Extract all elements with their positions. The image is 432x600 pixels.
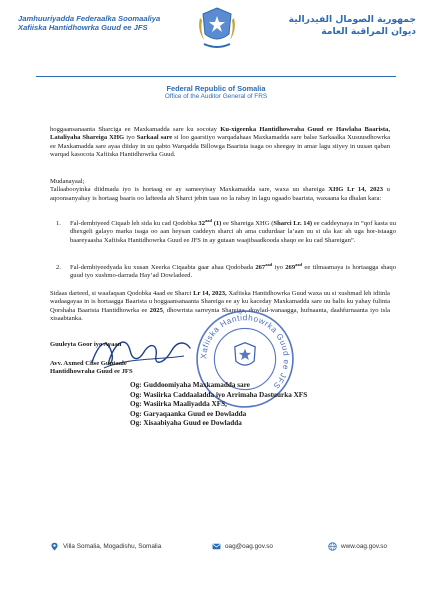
greeting: Mudanayaal;	[50, 178, 85, 185]
item1-text-b: 32	[198, 220, 206, 227]
item1-text-c: (1)	[212, 220, 222, 227]
p3-text-e: , dhowrista sarreynta Shareiga, dowlad-wanaagga, hufnaanta, daahfurnaanta iyo isla xisaabtanka.	[50, 306, 391, 323]
header-center-line1: Federal Republic of Somalia	[166, 84, 266, 93]
header-left-line1: Jamhuuriyadda Federaalka Soomaaliya	[18, 14, 161, 23]
coat-of-arms-icon	[196, 6, 238, 52]
item2-text-c: iyo	[272, 264, 286, 271]
p1-text-b: Ku-xigeenka Hantidhowraha Guud ee Hawlaha Baarista, Lataliyaha Shareiga XHG	[50, 126, 390, 142]
footer-website[interactable]	[328, 542, 387, 551]
footer-address-text: Villa Somalia, Mogadishu, Somalia	[63, 543, 162, 550]
location-pin-icon	[50, 542, 59, 551]
p3-text-a: Sidaas darteed, si waafaqsan Qodobka 4aad ee Sharci	[50, 290, 194, 297]
header-divider	[36, 76, 396, 77]
cc-item: Og: Garyaqaanka Guud ee Dowladda	[130, 409, 247, 418]
header-right-line2: ديوان المراقبة العامة	[321, 26, 416, 37]
p3-text-d: 2025	[149, 306, 163, 314]
cc-list	[130, 381, 307, 429]
header-left-line2: Xafiiska Hantidhowrka Guud ee JFS	[18, 23, 148, 33]
item2-text-a: Fal-dembiyeedyada ku xusan Xeerka Ciqaabta gaar ahaa Qodobada	[70, 264, 256, 271]
p3-text-c: Xafiiska Hantidhowrka Guud waxa uu si xushmad leh idiinla wadaagayaa in is hortaagga Baarista u hoggaansanaanta Shareiga ee ay ku kaceday Maxkamadda sare uu halis ku yahay fulinta Qorshaha Baarista Hantidhowrka ee	[50, 290, 390, 314]
header-center-line2: Office of the Auditor General of FRS	[164, 93, 268, 100]
item1-text-f: ee caddeynaya in “qof kasta uu dhexgeli galayo marka isaga oo aan heysan caddeyn sharci ah ama cudurdaar la’aan uu si ula kac ah uga hor-istaago baareyaasha Xafiiska Hantidhowrka Guud ee JFS in ay gutaan waajibaadkooda shaqo ee ku cad Shareigan”.	[70, 220, 396, 244]
header-somali-title	[18, 14, 178, 33]
closing-line: Guuleyta Goor iyo Ayaan	[50, 341, 122, 348]
p1-text-a: hoggaansanaanta Sharciga ee Maxkamadda sare ku socotay	[50, 126, 221, 133]
item1-text-e: Sharci Lr. 14)	[273, 220, 313, 227]
cc-item: Og: Guddoomiyaha Maxkamadda sare	[130, 381, 250, 389]
cc-item: Og: Wasiirka Caddaaladda iyo Arrimaha Dastuurka XFS	[130, 390, 308, 399]
item2-text-e: ee tilmaamaya is hortaagga shaqo guud iyo xushmo-darrada Hay’ad Dowladeed.	[70, 264, 396, 280]
paragraph-2	[50, 178, 390, 203]
signatory-block	[50, 360, 133, 377]
footer-website-text[interactable]: www.oag.gov.so	[341, 543, 388, 550]
footer-email-text[interactable]: oag@oag.gov.so	[225, 543, 273, 550]
header-english-title	[0, 84, 432, 101]
cc-item: Og: Xisaabiyaha Guud ee Dowladda	[130, 419, 242, 428]
item2-text-d: 269	[285, 264, 296, 271]
list-item-number: 2.	[56, 264, 61, 271]
stamp-text: Xafiiska Hantidhowrka Guud ee JFS	[199, 313, 291, 391]
p2-text-c: u aqoonsanyahay is hortaag baaris oo lafteeda ah Sharci jebin taas oo la rabay in lagu ogaado baarista, waxaana ka dhalan kara:	[50, 186, 390, 202]
p1-text-e: si loo gaarsiiyo warqadahaas Maxkamadda sare balse Sarkaalka Xusuusdhowrka ee Maxkamadda sare ayaa diiday in uu qabto Warqadda Billowga Baarista isaga oo sheegay in amar lagu siiyey in uusan qaban warqad kasocota Xafiiska Hantidhowrka Guud.	[50, 134, 390, 159]
item2-text-b: 267	[255, 264, 266, 271]
p2-text-b: XHG Lr 14, 2023	[328, 186, 384, 194]
signatory-name: Avv. Axmed Ciise Guutaale	[50, 360, 127, 367]
item1-sup: aad	[205, 217, 213, 223]
list-item	[56, 217, 396, 245]
footer-email[interactable]	[212, 542, 273, 551]
signatory-title: Hantidhowraha Guud ee JFS	[50, 368, 133, 376]
item1-text-a: Fal-dembiyeed Ciqaab leh sida ku cad Qodobka	[70, 220, 199, 227]
list-item-number: 1.	[56, 220, 61, 227]
p1-text-d: Sarkaal sare	[136, 134, 173, 142]
item2-sup2: aad	[295, 261, 303, 267]
p3-text-b: Lr 14, 2023,	[193, 290, 227, 297]
paragraph-1	[50, 126, 390, 160]
cc-item: Og: Wasiirka Maaliyadda XFS,	[130, 400, 227, 409]
header-right-line1: جمهورية الصومال الفيدرالية	[288, 14, 416, 25]
list-item	[56, 261, 396, 281]
item1-text-d: ee Shareiga XHG (	[221, 220, 274, 227]
footer-address	[50, 542, 161, 551]
p1-text-c: iyo	[124, 134, 137, 142]
header-arabic-title	[246, 14, 416, 38]
item2-sup1: aad	[265, 261, 273, 267]
email-icon	[212, 542, 221, 551]
globe-icon	[328, 542, 337, 551]
p2-text-a: Tallaabooyinka diidmada iyo is hortaag ee ay sameeyisay Maxkamadda sare, waxa uu shareiga	[50, 186, 329, 194]
